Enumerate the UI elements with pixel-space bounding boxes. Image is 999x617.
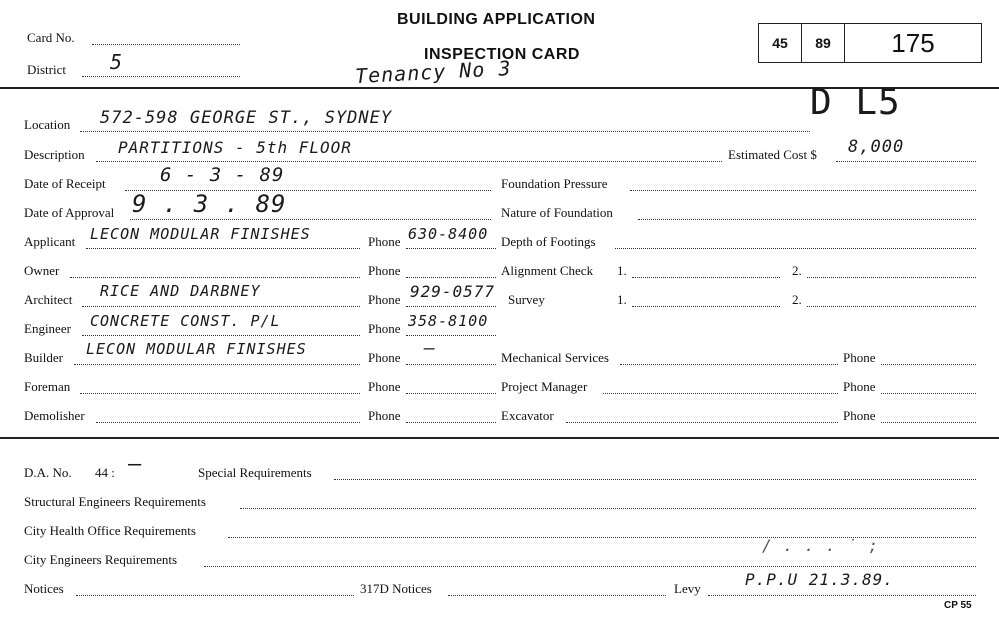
location-label: Location [24,117,71,132]
form-code: CP 55 [944,600,972,611]
architect-line [82,306,360,307]
city-engineers-line [204,566,976,567]
ref-box-b: 89 [802,24,845,62]
foreman-label: Foreman [24,379,71,394]
project-manager-phone-line [881,393,976,394]
city-engineers-marks: / . . . ˙ ; [762,536,879,555]
ref-box-a: 45 [759,24,802,62]
foreman-line [80,393,360,394]
foreman-phone-label: Phone [368,379,401,394]
owner-phone-label: Phone [368,263,401,278]
applicant-value: LECON MODULAR FINISHES [90,225,311,243]
da-no-label: D.A. No. [24,465,72,480]
description-value: PARTITIONS - 5th FLOOR [118,138,352,157]
depth-footings-label: Depth of Footings [501,234,596,249]
survey-two-label: 2. [792,292,802,307]
date-receipt-label: Date of Receipt [24,176,106,191]
demolisher-phone-line [406,422,496,423]
engineer-line [82,335,360,336]
corner-note: D L5 [810,82,901,123]
mechanical-phone-label: Phone [843,350,876,365]
estimated-cost-label: Estimated Cost $ [728,147,817,162]
card-no-line [92,44,240,45]
special-requirements-line [334,479,976,480]
owner-phone-line [406,277,496,278]
alignment-check-label: Alignment Check [501,263,594,278]
da-prefix: 44 : [95,465,115,480]
estimated-cost-value: 8,000 [848,137,905,157]
builder-line [74,364,360,365]
health-requirements-label: City Health Office Requirements [24,523,196,538]
architect-label: Architect [24,292,73,307]
location-value: 572-598 GEORGE ST., SYDNEY [100,108,393,128]
engineer-label: Engineer [24,321,71,336]
architect-value: RICE AND DARBNEY [100,282,261,300]
survey-label: Survey [508,292,545,307]
date-approval-label: Date of Approval [24,205,115,220]
card-no-label: Card No. [27,30,75,45]
engineer-phone: 358-8100 [408,312,489,330]
survey-two-line [807,306,976,307]
demolisher-line [96,422,360,423]
levy-line [708,595,976,596]
excavator-phone-label: Phone [843,408,876,423]
special-requirements-label: Special Requirements [198,465,312,480]
mechanical-services-label: Mechanical Services [501,350,609,365]
levy-value: P.P.U 21.3.89. [745,570,894,589]
demolisher-phone-label: Phone [368,408,401,423]
survey-one-line [632,306,780,307]
excavator-line [566,422,838,423]
builder-label: Builder [24,350,63,365]
applicant-label: Applicant [24,234,76,249]
notices-line [76,595,354,596]
applicant-phone: 630-8400 [408,225,489,243]
foundation-pressure-line [630,190,976,191]
builder-value: LECON MODULAR FINISHES [86,340,307,358]
foundation-pressure-label: Foundation Pressure [501,176,608,191]
date-approval-value: 9 . 3 . 89 [132,190,287,218]
ref-box-number: 175 [891,27,935,58]
tenancy-note: Tenancy No 3 [354,55,513,89]
architect-phone-label: Phone [368,292,401,307]
notices-317d-label: 317D Notices [360,581,432,596]
alignment-two-line [807,277,976,278]
estimated-cost-line [836,161,976,162]
mechanical-phone-line [881,364,976,365]
project-manager-label: Project Manager [501,379,588,394]
notices-317d-line [448,595,666,596]
excavator-label: Excavator [501,408,554,423]
card-title: BUILDING APPLICATION [397,11,596,28]
district-line [82,76,240,77]
location-line [80,131,810,132]
mechanical-services-line [620,364,838,365]
structural-requirements-line [240,508,976,509]
owner-line [70,277,360,278]
nature-foundation-line [638,219,976,220]
demolisher-label: Demolisher [24,408,85,423]
district-value: 5 [110,50,124,74]
notices-label: Notices [24,581,64,596]
project-manager-line [603,393,838,394]
applicant-phone-line [406,248,496,249]
description-line [96,161,722,162]
survey-one-label: 1. [617,292,627,307]
description-label: Description [24,147,85,162]
levy-label: Levy [674,581,701,596]
engineer-phone-line [406,335,496,336]
nature-foundation-label: Nature of Foundation [501,205,613,220]
alignment-one-label: 1. [617,263,627,278]
owner-label: Owner [24,263,60,278]
date-approval-line [130,219,491,220]
architect-phone-line [406,306,496,307]
applicant-phone-label: Phone [368,234,401,249]
lower-divider [0,437,999,439]
da-value: — [128,452,143,477]
builder-phone-line [406,364,496,365]
city-engineers-label: City Engineers Requirements [24,552,178,567]
alignment-two-label: 2. [792,263,802,278]
alignment-one-line [632,277,780,278]
structural-requirements-label: Structural Engineers Requirements [24,494,206,509]
applicant-line [86,248,360,249]
project-manager-phone-label: Phone [843,379,876,394]
card-subtitle: INSPECTION CARD [424,46,580,63]
engineer-value: CONCRETE CONST. P/L [90,312,281,330]
engineer-phone-label: Phone [368,321,401,336]
date-receipt-value: 6 - 3 - 89 [160,164,285,186]
excavator-phone-line [881,422,976,423]
builder-phone-label: Phone [368,350,401,365]
reference-box [758,23,982,63]
builder-phone: – [424,338,436,359]
foreman-phone-line [406,393,496,394]
depth-footings-line [615,248,976,249]
architect-phone: 929-0577 [410,282,496,301]
district-label: District [27,62,66,77]
